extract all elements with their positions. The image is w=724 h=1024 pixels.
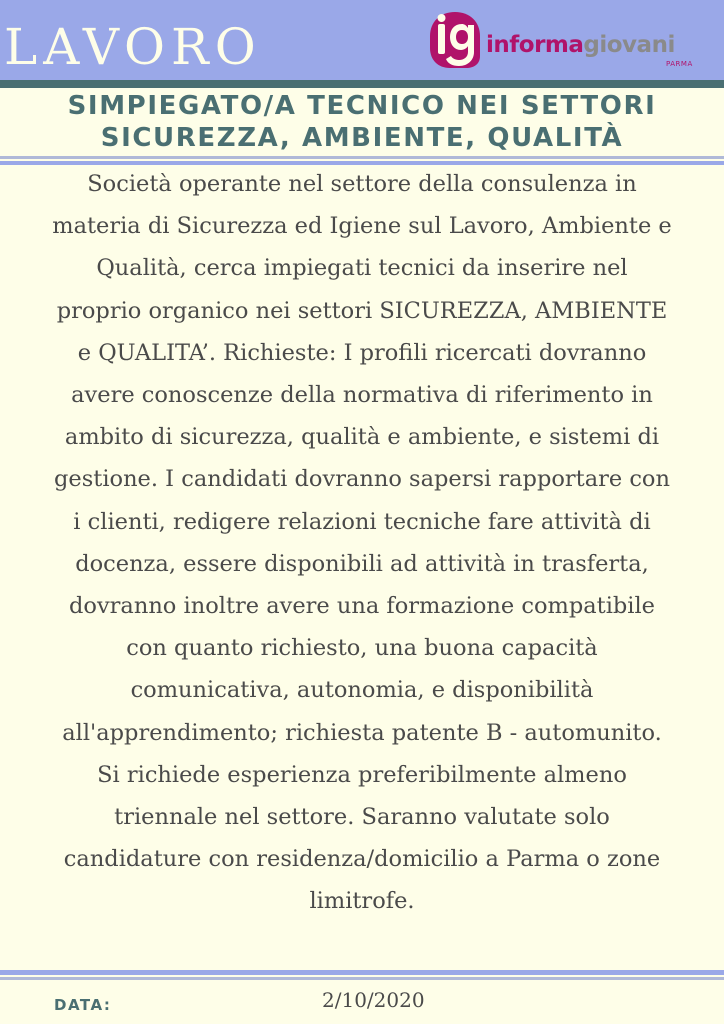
description-line: i clienti, redigere relazioni tecniche fare attività di — [73, 508, 651, 535]
ig-logo-icon — [428, 10, 482, 70]
description-line: gestione. I candidati dovranno sapersi rapportare con — [54, 466, 670, 493]
description-line: e QUALITA’. Richieste: I profili ricercati dovranno — [77, 339, 647, 366]
logo-city: PARMA — [666, 60, 693, 68]
footer-divider — [0, 970, 724, 975]
description-line: Società operante nel settore della consulenza in — [87, 171, 637, 197]
job-description — [0, 163, 724, 923]
description-line: triennale nel settore. Saranno valutate solo — [114, 804, 610, 831]
logo-text-giovani: giovani — [583, 32, 675, 58]
title-divider-thin — [0, 156, 724, 159]
description-line: con quanto richiesto, una buona capacità — [126, 635, 598, 662]
description-line: all'apprendimento; richiesta patente B - automunito. — [62, 719, 662, 746]
description-line: comunicativa, autonomia, e disponibilità — [130, 677, 594, 704]
date-value: 2/10/2020 — [322, 988, 425, 1012]
description-line: avere conoscenze della normativa di riferimento in — [71, 382, 653, 409]
section-title: LAVORO — [4, 18, 262, 76]
footer-divider-thin — [0, 977, 724, 980]
description-line: proprio organico nei settori SICUREZZA, AMBIENTE — [56, 297, 668, 324]
description-line: limitrofe. — [309, 888, 415, 915]
date-label: DATA: — [54, 996, 112, 1014]
description-line: dovranno inoltre avere una formazione compatibile — [69, 593, 655, 620]
logo-wordmark — [486, 32, 675, 58]
header-divider — [0, 80, 724, 88]
informagiovani-logo[interactable] — [428, 10, 718, 72]
job-title — [0, 90, 724, 154]
description-line: candidature con residenza/domicilio a Parma o zone — [63, 846, 661, 873]
description-line: Qualità, cerca impiegati tecnici da inserire nel — [96, 255, 628, 282]
description-line: ambito di sicurezza, qualità e ambiente, e sistemi di — [64, 424, 660, 451]
logo-text-informa: informa — [486, 32, 584, 58]
description-line: materia di Sicurezza ed Igiene sul Lavoro, Ambiente e — [52, 213, 672, 240]
job-title-line2: SICUREZZA, AMBIENTE, QUALITÀ — [100, 123, 624, 153]
description-line: Si richiede esperienza preferibilmente almeno — [97, 761, 627, 788]
description-line: docenza, essere disponibili ad attività in trasferta, — [75, 550, 649, 577]
job-title-line1: SIMPIEGATO/A TECNICO NEI SETTORI — [67, 91, 657, 121]
